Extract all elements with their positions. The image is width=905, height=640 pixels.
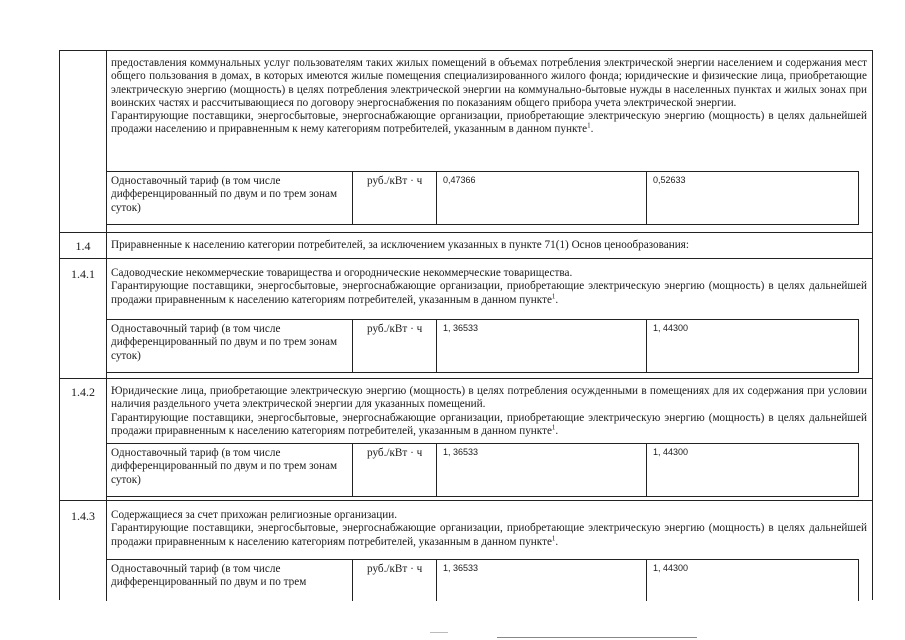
scan-artifact-line xyxy=(430,632,448,633)
tariff-value-first-half: 0,47366 xyxy=(437,172,647,224)
row-number: 1.4 xyxy=(75,239,91,253)
tariff-name: Одноставочный тариф (в том числе дифференцированный по двум и по трем зонам суток) xyxy=(107,172,353,224)
description-paragraph: Гарантирующие поставщики, энергосбытовые, энергоснабжающие организации, приобретающие электрическую энергию (мощность) в целях дальнейшей продажи приравненным к населению категориям потребителей, указанным в данном пункте$^1$. xyxy=(111,522,867,548)
description-paragraph: Гарантирующие поставщики, энергосбытовые, энергоснабжающие организации, приобретающие электрическую энергию (мощность) в целях дальнейшей продажи приравненным к населению категориям потребителей, указанным в данном пункте$^1$. xyxy=(111,411,867,437)
description-paragraph: Юридические лица, приобретающие электрическую энергию (мощность) в целях потребления осужденными в помещениях для их содержания при условии наличия раздельного учета электрической энергии для указанных помещений. xyxy=(111,385,867,411)
footnote-mark: 1 xyxy=(587,121,591,130)
tariff-value-first-half: 1, 36533 xyxy=(437,560,647,601)
row-number: 1.4.2 xyxy=(71,385,95,399)
tariff-value-second-half: 1, 44300 xyxy=(653,447,689,457)
tariff-unit: руб./кВт · ч xyxy=(353,320,437,372)
tariff-unit: руб./кВт · ч xyxy=(353,444,437,496)
tariff-value-second-half: 0,52633 xyxy=(653,175,686,185)
tariff-value-second-half: 1, 44300 xyxy=(653,563,689,573)
table-row-1-4 xyxy=(59,232,873,258)
table-row-continuation xyxy=(59,50,873,230)
tariff-value-first-half: 1, 36533 xyxy=(437,444,647,496)
tariff-row xyxy=(106,319,859,373)
tariff-value-second-half: 1, 44300 xyxy=(653,323,689,333)
row-number: 1.4.3 xyxy=(71,509,95,523)
footnote-mark: 1 xyxy=(551,423,556,432)
tariff-row xyxy=(106,171,859,225)
description-paragraph: предоставления коммунальных услуг пользователям таких жилых помещений в объемах потребления электрической энергии населением и содержания мест общего пользования в домах, в которых имеются жилые помещения специализированного жилого фонда; юридические и физические лица, приобретающие электрическую энергию (мощность) в целях потребления электрической энергии на коммунально-бытовые нужды в населенных пунктах и жилых зонах при воинских частях и рассчитывающиеся по договору энергоснабжения по показаниям общего прибора учета электрической энергии. xyxy=(111,57,867,109)
tariff-row xyxy=(106,559,859,601)
table-row-1-4-3 xyxy=(59,500,873,600)
scan-artifact-line xyxy=(497,637,697,638)
description-paragraph: Гарантирующие поставщики, энергосбытовые, энергоснабжающие организации, приобретающие электрическую энергию (мощность) в целях дальнейшей продажи населению и приравненным к нему категориям потребителей, указанным в данном пункте$^1$. xyxy=(111,110,867,136)
footnote-mark: 1 xyxy=(551,533,556,542)
tariff-table xyxy=(59,50,873,600)
row-description xyxy=(111,509,867,549)
description-paragraph: Содержащиеся за счет прихожан религиозные организации. xyxy=(111,509,398,521)
row-number: 1.4.1 xyxy=(71,267,95,281)
footnote-mark: 1 xyxy=(551,291,556,300)
tariff-unit: руб./кВт · ч xyxy=(353,560,437,601)
tariff-name: Одноставочный тариф (в том числе дифференцированный по двум и по трем зонам суток) xyxy=(107,444,353,496)
row-description xyxy=(111,57,867,137)
row-description: Приравненные к населению категории потребителей, за исключением указанных в пункте 71(1) Основ ценообразования: xyxy=(111,239,689,251)
description-paragraph: Садоводческие некоммерческие товарищества и огороднические некоммерческие товарищества. xyxy=(111,267,573,279)
tariff-unit: руб./кВт · ч xyxy=(353,172,437,224)
row-description xyxy=(111,385,867,438)
table-row-1-4-2 xyxy=(59,378,873,500)
description-paragraph: Гарантирующие поставщики, энергосбытовые, энергоснабжающие организации, приобретающие электрическую энергию (мощность) в целях дальнейшей продажи приравненным к населению категориям потребителей, указанным в данном пункте$^1$. xyxy=(111,280,867,306)
tariff-name: Одноставочный тариф (в том числе дифференцированный по двум и по трем зонам суток) xyxy=(107,320,353,372)
tariff-name: Одноставочный тариф (в том числе дифференцированный по двум и по трем xyxy=(107,560,353,601)
tariff-row xyxy=(106,443,859,497)
table-row-1-4-1 xyxy=(59,258,873,378)
tariff-value-first-half: 1, 36533 xyxy=(437,320,647,372)
row-description xyxy=(111,267,867,307)
